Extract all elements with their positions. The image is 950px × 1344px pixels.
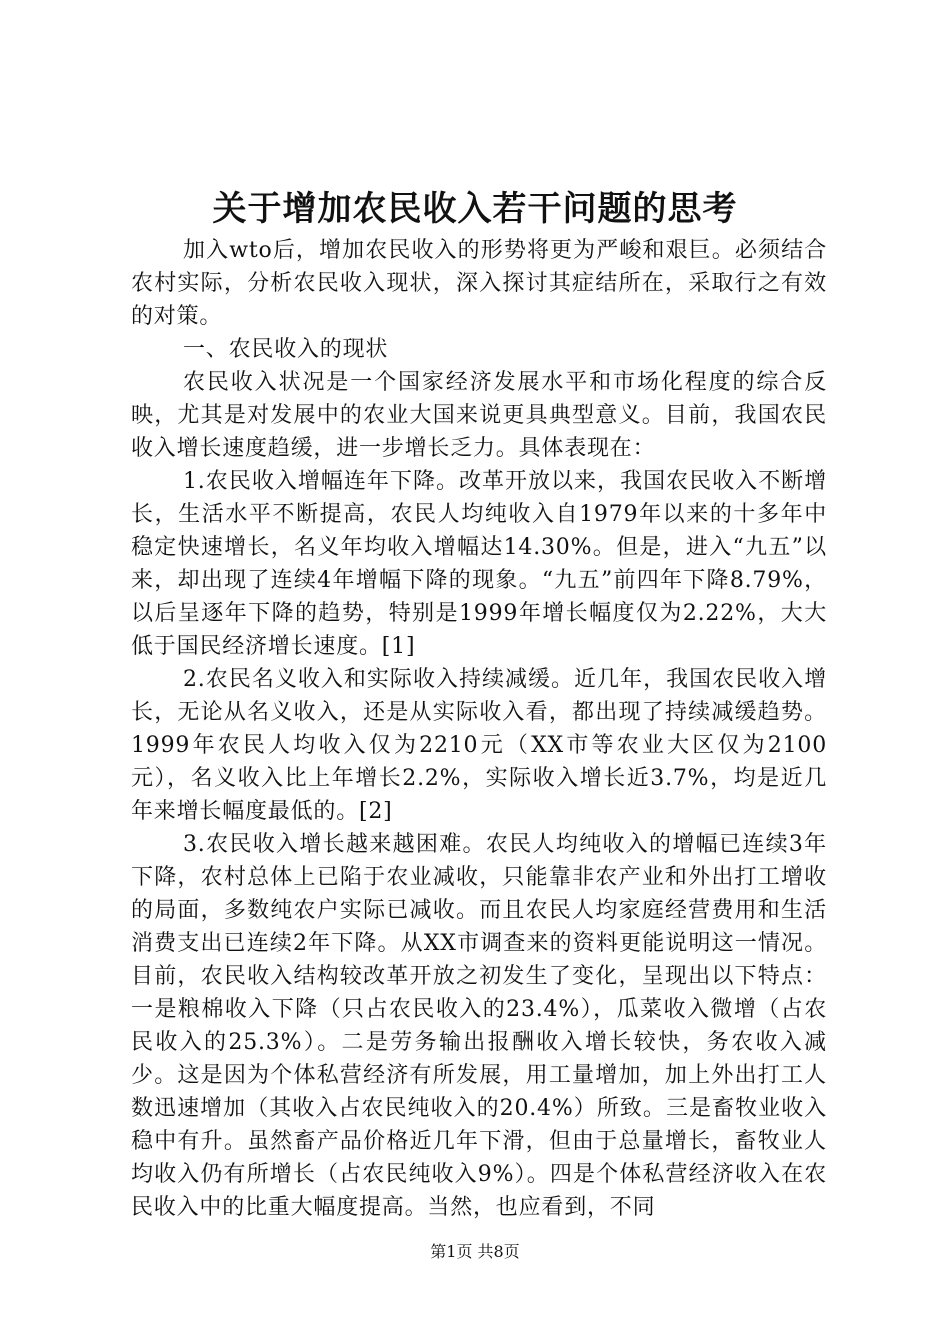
paragraph-intro: 加入wto后，增加农民收入的形势将更为严峻和艰巨。必须结合农村实际，分析农民收入现状，深入探讨其症结所在，采取行之有效的对策。 <box>131 238 827 329</box>
paragraph-point-1: 1.农民收入增幅连年下降。改革开放以来，我国农民收入不断增长，生活水平不断提高，农民人均纯收入自1979年以来的十多年中稳定快速增长，名义年均收入增幅达14.30%。但是，进入“九五”以来，却出现了连续4年增幅下降的现象。“九五”前四年下降8.79%，以后呈逐年下降的趋势，特别是1999年增长幅度仅为2.22%，大大低于国民经济增长速度。[1] <box>131 469 827 659</box>
paragraph-overview: 农民收入状况是一个国家经济发展水平和市场化程度的综合反映，尤其是对发展中的农业大国来说更具典型意义。目前，我国农民收入增长速度趋缓，进一步增长乏力。具体表现在： <box>131 370 827 461</box>
section-heading: 一、农民收入的现状 <box>183 337 389 362</box>
paragraph-point-2: 2.农民名义收入和实际收入持续减缓。近几年，我国农民收入增长，无论从名义收入，还是从实际收入看，都出现了持续减缓趋势。1999年农民人均收入仅为2210元（XX市等农业大区仅为2100元），名义收入比上年增长2.2%，实际收入增长近3.7%，均是近几年来增长幅度最低的。[2] <box>131 667 827 824</box>
paragraph-point-3: 3.农民收入增长越来越困难。农民人均纯收入的增幅已连续3年下降，农村总体上已陷于农业减收，只能靠非农产业和外出打工增收的局面，多数纯农户实际已减收。而且农民人均家庭经营费用和生活消费支出已连续2年下降。从XX市调查来的资料更能说明这一情况。目前，农民收入结构较改革开放之初发生了变化，呈现出以下特点：一是粮棉收入下降（只占农民收入的23.4%），瓜菜收入微增（占农民收入的25.3%）。二是劳务输出报酬收入增长较快，务农收入减少。这是因为个体私营经济有所发展，用工量增加，加上外出打工人数迅速增加（其收入占农民纯收入的20.4%）所致。三是畜牧业收入稳中有升。虽然畜产品价格近几年下滑，但由于总量增长，畜牧业人均收入仍有所增长（占农民纯收入9%）。四是个体私营经济收入在农民收入中的比重大幅度提高。当然，也应看到，不同 <box>131 832 827 1220</box>
page-footer: 第1页 共8页 <box>430 1242 520 1261</box>
document-body <box>131 234 827 1224</box>
document-title: 关于增加农民收入若干问题的思考 <box>212 189 738 229</box>
